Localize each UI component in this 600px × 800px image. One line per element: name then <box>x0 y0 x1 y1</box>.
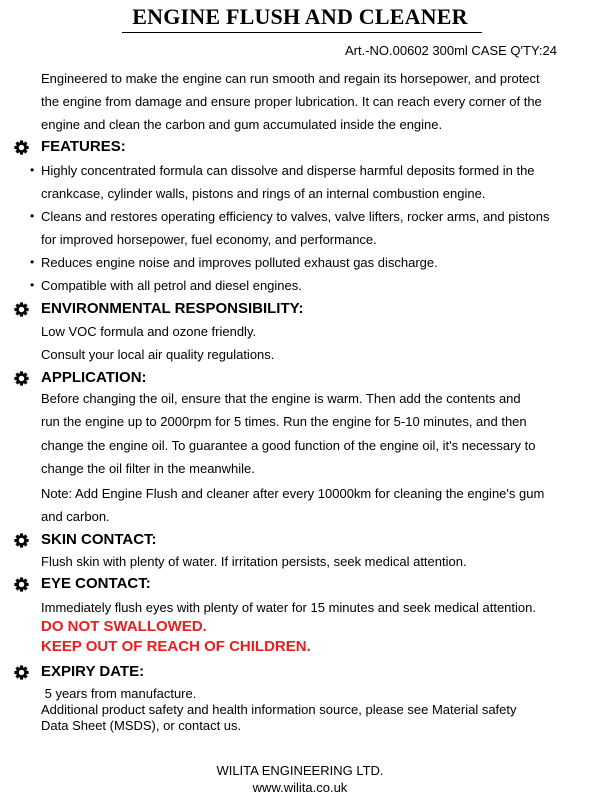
skin-line: Flush skin with plenty of water. If irritation persists, seek medical attention. <box>41 554 467 569</box>
intro-line: engine and clean the carbon and gum accumulated inside the engine. <box>41 117 443 132</box>
feature-line: Compatible with all petrol and diesel engines. <box>41 278 302 293</box>
features-heading: FEATURES: <box>41 138 126 155</box>
warning-text: DO NOT SWALLOWED. <box>41 618 207 635</box>
company-name: WILITA ENGINEERING LTD. <box>216 763 384 778</box>
bullet-icon: • <box>30 278 35 292</box>
title-underline <box>122 32 482 33</box>
gear-icon <box>14 371 29 386</box>
skin-heading: SKIN CONTACT: <box>41 531 157 548</box>
expiry-heading: EXPIRY DATE: <box>41 663 145 680</box>
environment-line: Consult your local air quality regulations. <box>41 347 275 362</box>
eye-line: Immediately flush eyes with plenty of water for 15 minutes and seek medical attention. <box>41 600 536 615</box>
feature-line: crankcase, cylinder walls, pistons and rings of an internal combustion engine. <box>41 186 486 201</box>
expiry-line: Additional product safety and health information source, please see Material safety <box>41 702 517 717</box>
feature-line: Cleans and restores operating efficiency to valves, valve lifters, rocker arms, and pistons <box>41 209 550 224</box>
warning-text: KEEP OUT OF REACH OF CHILDREN. <box>41 638 311 655</box>
application-line: run the engine up to 2000rpm for 5 times. Run the engine for 5-10 minutes, and then <box>41 414 527 429</box>
product-reference: Art.-NO.00602 300ml CASE Q'TY:24 <box>344 43 557 58</box>
website-link[interactable]: www.wilita.co.uk <box>252 780 348 795</box>
gear-icon <box>14 665 29 680</box>
application-line: change the engine oil. To guarantee a good function of the engine oil, it's necessary to <box>41 438 536 453</box>
intro-line: the engine from damage and ensure proper lubrication. It can reach every corner of the <box>41 94 542 109</box>
gear-icon <box>14 302 29 317</box>
application-line: Before changing the oil, ensure that the engine is warm. Then add the contents and <box>41 391 521 406</box>
environment-heading: ENVIRONMENTAL RESPONSIBILITY: <box>41 300 304 317</box>
bullet-icon: • <box>30 163 35 177</box>
feature-line: for improved horsepower, fuel economy, and performance. <box>41 232 377 247</box>
gear-icon <box>14 140 29 155</box>
page-title: ENGINE FLUSH AND CLEANER <box>132 4 468 29</box>
feature-line: Highly concentrated formula can dissolve and disperse harmful deposits formed in the <box>41 163 535 178</box>
bullet-icon: • <box>30 255 35 269</box>
application-line: Note: Add Engine Flush and cleaner after every 10000km for cleaning the engine's gum <box>41 486 545 501</box>
application-line: and carbon. <box>41 509 110 524</box>
gear-icon <box>14 533 29 548</box>
gear-icon <box>14 577 29 592</box>
eye-heading: EYE CONTACT: <box>41 575 151 592</box>
expiry-line: 5 years from manufacture. <box>41 686 197 701</box>
application-heading: APPLICATION: <box>41 369 147 386</box>
feature-line: Reduces engine noise and improves polluted exhaust gas discharge. <box>41 255 438 270</box>
bullet-icon: • <box>30 209 35 223</box>
application-line: change the oil filter in the meanwhile. <box>41 461 255 476</box>
expiry-line: Data Sheet (MSDS), or contact us. <box>41 718 242 733</box>
environment-line: Low VOC formula and ozone friendly. <box>41 324 257 339</box>
intro-line: Engineered to make the engine can run smooth and regain its horsepower, and protect <box>41 71 540 86</box>
